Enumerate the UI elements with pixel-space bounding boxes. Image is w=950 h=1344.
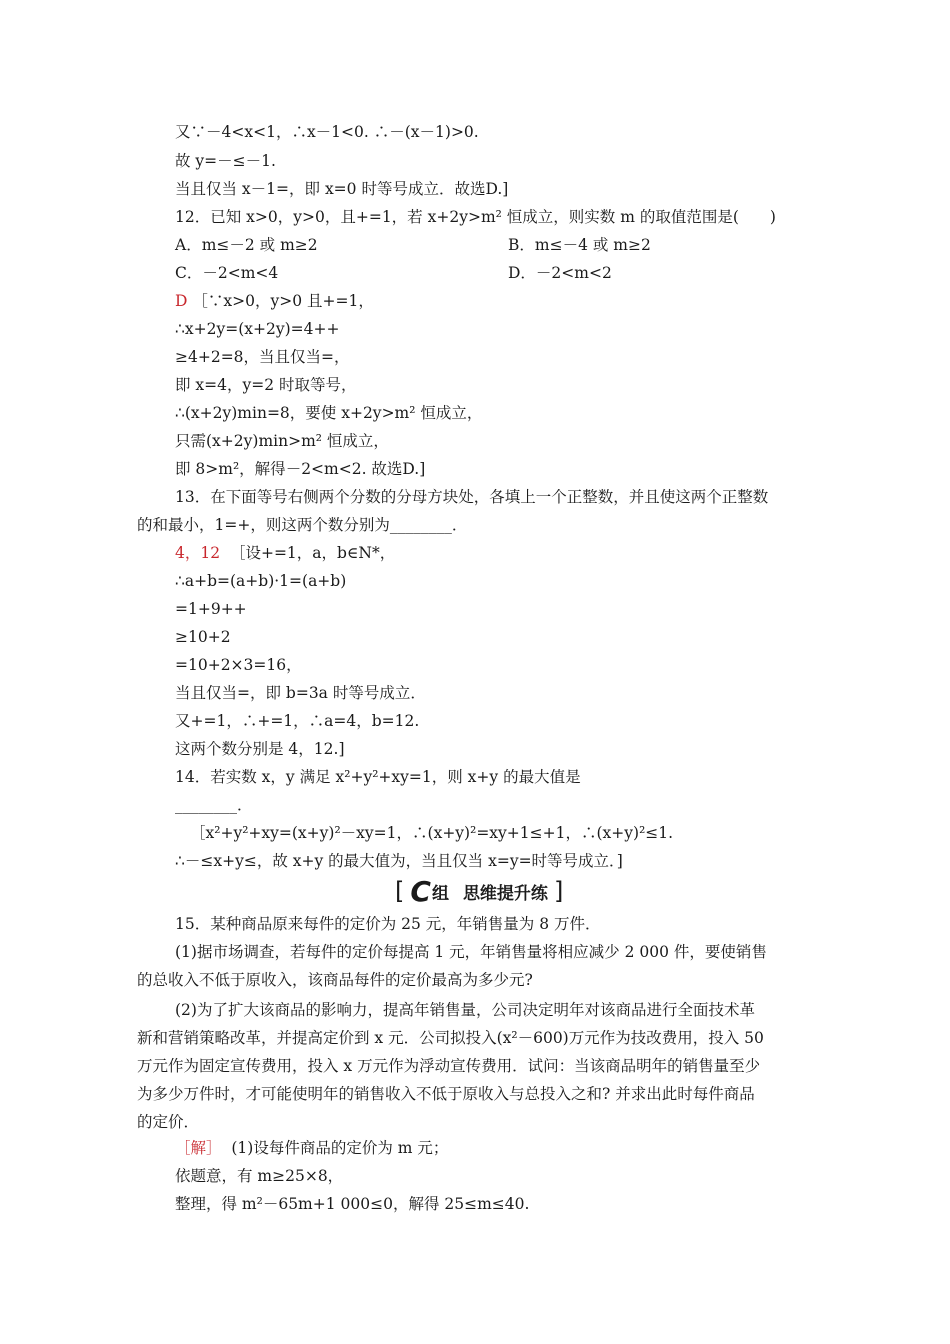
section-banner (395, 876, 563, 906)
text-line: 又∵－4<x<1，∴x－1<0. ∴－(x－1)>0. (175, 123, 479, 141)
banner-group-label: 组 (431, 883, 449, 904)
solution-tag: ［解］ (175, 1139, 222, 1157)
option-b: B．m≤－4 或 m≥2 (508, 236, 651, 254)
text-line: (1)据市场调查，若每件的定价每提高 1 元，年销售量将相应减少 2 000 件，要使销售 (175, 943, 767, 961)
text-line: ∴－≤x+y≤，故 x+y 的最大值为，当且仅当 x=y=时等号成立．] (175, 852, 623, 870)
text-line: 即 x=4，y=2 时取等号， (175, 376, 357, 394)
option-c: C．－2<m<4 (175, 264, 279, 282)
text-line: 新和营销策略改革，并提高定价到 x 元．公司拟投入(x²－600)万元作为技改费用，投入 50 (137, 1029, 764, 1047)
banner-title: 思维提升练 (462, 883, 548, 904)
answer-12-letter: D (175, 292, 188, 310)
question-15: 15．某种商品原来每件的定价为 25 元，年销售量为 8 万件． (175, 915, 601, 933)
text-line: ∴x+2y=(x+2y)=4++ (175, 320, 340, 338)
banner-group-letter: C (410, 874, 431, 908)
text-line: 的定价． (137, 1113, 200, 1131)
text-line: ∴a+b=(a+b)·1=(a+b) (175, 572, 347, 590)
solution-text: (1)设每件商品的定价为 m 元； (231, 1139, 449, 1157)
text-line: 依题意，有 m≥25×8， (175, 1167, 344, 1185)
text-line: 为多少万件时，才可能使明年的销售收入不低于原收入与总投入之和? 并求出此时每件商品 (137, 1085, 755, 1103)
option-d: D．－2<m<2 (508, 264, 612, 282)
text-line: 这两个数分别是 4，12.] (175, 740, 345, 758)
text-line: 的总收入不低于原收入，该商品每件的定价最高为多少元? (137, 971, 533, 989)
answer-12-line (175, 291, 374, 311)
text-line: 的和最小，1=+，则这两个数分别为________． (137, 516, 468, 534)
option-a: A．m≤－2 或 m≥2 (175, 236, 318, 254)
answer-12-text: ［∵x>0，y>0 且+=1， (192, 292, 374, 310)
text-line: ≥10+2 (175, 628, 231, 646)
solution-line (175, 1138, 448, 1158)
text-line: 当且仅当 x－1=，即 x=0 时等号成立．故选D.] (175, 180, 509, 198)
text-line: =1+9++ (175, 600, 247, 618)
text-line: ________． (175, 796, 253, 814)
text-line: 万元作为固定宣传费用，投入 x 万元作为浮动宣传费用．试问：当该商品明年的销售量至少 (137, 1057, 761, 1075)
text-line: 故 y=－≤－1. (175, 152, 276, 170)
banner-right-bracket: ] (553, 877, 564, 905)
text-line: ≥4+2=8，当且仅当=， (175, 348, 350, 366)
banner-left-bracket: [ (395, 877, 405, 905)
text-line: 又+=1，∴+=1，∴a=4，b=12. (175, 712, 420, 730)
text-line: 当且仅当=，即 b=3a 时等号成立． (175, 684, 426, 702)
text-line: ［x²+y²+xy=(x+y)²－xy=1，∴(x+y)²=xy+1≤+1，∴(x+y)²≤1. (190, 824, 674, 842)
answer-13-text: ［设+=1，a，b∈N*， (229, 544, 396, 562)
text-line: 整理，得 m²－65m+1 000≤0，解得 25≤m≤40. (175, 1195, 530, 1213)
question-12: 12．已知 x>0，y>0，且+=1，若 x+2y>m² 恒成立，则实数 m 的取值范围是( ) (175, 208, 776, 226)
text-line: =10+2×3=16， (175, 656, 302, 674)
text-line: (2)为了扩大该商品的影响力，提高年销售量，公司决定明年对该商品进行全面技术革 (175, 1001, 755, 1019)
answer-13-value: 4，12 (175, 544, 221, 562)
text-line: 只需(x+2y)min>m² 恒成立， (175, 432, 389, 450)
text-line: 即 8>m²，解得－2<m<2. 故选D.] (175, 460, 426, 478)
text-line: ∴(x+2y)min=8，要使 x+2y>m² 恒成立， (175, 404, 483, 422)
answer-13-line (175, 543, 395, 563)
question-13: 13．在下面等号右侧两个分数的分母方块处，各填上一个正整数，并且使这两个正整数 (175, 488, 769, 506)
question-14: 14．若实数 x，y 满足 x²+y²+xy=1，则 x+y 的最大值是 (175, 768, 581, 786)
